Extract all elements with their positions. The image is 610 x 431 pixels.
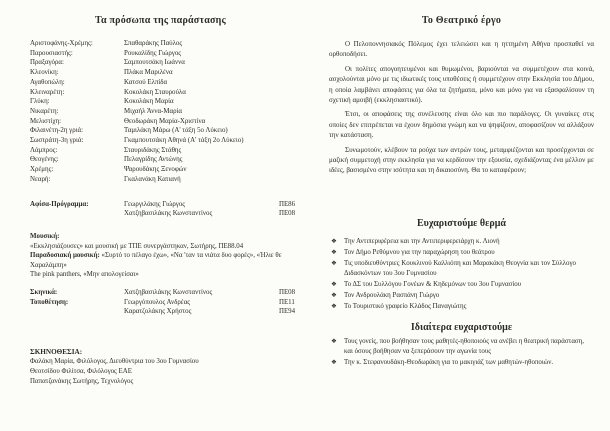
credit-name: Χατζηβασιλάκης Κωνσταντίνος — [124, 210, 213, 218]
special-thanks-item — [329, 358, 594, 368]
traditional-music-songs: «Συρτό το πέλαγο έχω», «Να 'ταν τα νιάτα δυο φορές», «Ήλιε θε Χαραλάμπη» — [30, 252, 282, 269]
cast-role: Λάμπρος: — [30, 146, 58, 154]
cast-role: Κλειναρέτη: — [30, 88, 65, 96]
diamond-bullet-icon: ❖ — [331, 259, 337, 267]
cast-actor: Κατσού Ελπίδα — [124, 78, 168, 86]
staff-code: ΠΕ94 — [279, 308, 296, 316]
set-design-credits — [30, 288, 296, 317]
cast-actor: Κοκολάκη Σταυρούλα — [124, 88, 186, 96]
thanks-item — [329, 248, 594, 258]
cast-role: Πραξαγόρα: — [30, 59, 64, 67]
thanks-item — [329, 302, 594, 312]
diamond-bullet-icon: ❖ — [331, 302, 337, 310]
diamond-bullet-icon: ❖ — [331, 280, 337, 288]
direction-person: Παπατζανάκης Σωτήρης, Τεχνολόγος — [30, 378, 134, 386]
diamond-bullet-icon: ❖ — [331, 291, 337, 299]
direction-label: ΣΚΗΝΟΘΕΣΙΑ: — [30, 348, 83, 357]
cast-actor: Ρουκαλίδης Γιώργος — [124, 49, 181, 57]
special-thanks-list — [329, 337, 594, 368]
staff-name: Γεωργόπουλος Ανδρέας — [124, 298, 191, 306]
play-page-title: Το Θεατρικό έργο — [421, 15, 502, 26]
music-section — [30, 232, 291, 280]
cast-role: Χρέμης: — [30, 166, 54, 174]
cast-actor: Σταυριδάκης Στάθης — [124, 146, 182, 154]
thanks-item-text: Τον Ανδρουλάκη Ρασπάνη Γιώργο — [344, 291, 440, 299]
synopsis-paragraph: Οι πολίτες απογοητευμένοι και θυμωμένοι, βαριούνται να συμμετέχουν στα κοινά, ασχολούνται μόνο με τις ιδιωτικές τους υποθέσεις ή συμμετέχουν στην Εκκλησία του Δήμου, η οποία λαμβάνει αποφάσεις για όλα τα ζητήματα, μόνο και μόνο για να εξασφαλίσουν τη σχετική αμοιβή (εκκλησιαστικό). — [329, 64, 594, 105]
play-synopsis — [329, 39, 594, 176]
cast-page-title: Τα πρόσωπα της παράστασης — [95, 15, 226, 26]
cast-actor: Πλάκα Μαριλένα — [124, 69, 173, 77]
staff-label — [30, 307, 122, 317]
thanks-title: Ευχαριστούμε θερμά — [417, 217, 506, 229]
staff-name: Καρατζολάκης Χρήστος — [124, 308, 192, 316]
music-line-1: «Εκκλησιάζουσες» και μουσική με ΤΠΕ συνεργάστηκαν, Σωτήρης, ΠΕ88.04 — [30, 242, 244, 250]
special-thanks-item-text: Την κ. Στεφανουδάκη-Θεοδωράκη για το μακιγιάζ των μαθητών-ηθοποιών. — [344, 358, 554, 366]
cast-role: Γλύκη: — [30, 98, 50, 106]
thanks-item-text: Την Αντιπεριφέρεια και την Αντιπεριφερειάρχη κ. Λιονή — [344, 237, 500, 245]
cast-role: Νεαρή: — [30, 175, 51, 183]
thanks-item — [329, 280, 594, 290]
staff-code: ΠΕ08 — [279, 288, 296, 296]
direction-person: Φαλάκη Μαρία, Φιλόλογος, Διευθύντρια του 3ου Γυμνασίου — [30, 358, 199, 366]
cast-role: Φιλαινέτη-2η γριά: — [30, 127, 84, 135]
music-line-3: The pink panthers, «Μην απολογείσαι» — [30, 271, 139, 279]
thanks-item — [329, 291, 594, 301]
cast-actor: Κοκολάκη Μαρία — [124, 98, 174, 106]
traditional-music-label: Παραδοσιακή μουσική: — [30, 252, 100, 260]
special-thanks-title: Ιδιαίτερα ευχαριστούμε — [410, 321, 513, 333]
cast-actor: Σπαθαράκης Παύλος — [124, 40, 183, 47]
cast-actor: Ταμιλάκη Μάρω (Α' τάξη 5ο Λύκειο) — [124, 127, 228, 135]
special-thanks-item — [329, 337, 594, 357]
thanks-item-text: Το Τουριστικό γραφείο Κλάδος Παναγιώτης — [344, 302, 467, 310]
diamond-bullet-icon: ❖ — [331, 358, 337, 366]
cast-role: Θεογένης: — [30, 156, 59, 164]
cast-actor: Ψαρουδάκης Ξενοφών — [124, 166, 187, 174]
cast-role: Αγαθοπώλη: — [30, 78, 65, 86]
synopsis-paragraph: Έτσι, οι αποφάσεις της συνέλευσης είναι όλο και πιο παράλογες. Οι γυναίκες στις οποίες δεν επιτρέπεται να έχουν δημόσια γνώμη και να ψηφίζουν, αποφασίζουν να αλλάξουν την κατάσταση. — [329, 110, 594, 140]
page-right-play — [305, 0, 610, 431]
cast-actor: Πελαγρίδης Αντώνης — [124, 156, 183, 164]
cast-actor: Σαμπουτσάκη Ιωάννα — [124, 59, 185, 67]
cast-role: Νικαρέτη: — [30, 107, 59, 115]
music-label: Μουσική: — [30, 232, 60, 240]
thanks-item-text: Το ΔΣ του Συλλόγου Γονέων & Κηδεμόνων του 3ου Γυμνασίου — [344, 280, 522, 288]
credit-name: Γεωργιλάκης Γιώργος — [124, 200, 186, 208]
direction-person: Θεοτσίδου Φιλίτσα, Φιλόλογος ΕΑΕ — [30, 368, 132, 376]
poster-program-credits — [30, 200, 296, 219]
thanks-item-text: Τις υποδιευθύντριες Κουκλινού Καλλιόπη και Μαρακάκη Θεογνία και τον Σύλλογο Διδασκόντων του 3ου Γυμνασίου — [344, 259, 576, 277]
cast-role: Μελιστίχη: — [30, 117, 62, 125]
cast-actor: Μιχαήλ Άννα-Μαρία — [124, 107, 183, 115]
credit-code: ΠΕ08 — [279, 210, 296, 218]
direction-section — [30, 347, 291, 387]
credit-label: Αφίσα-Πρόγραμμα: — [30, 200, 89, 208]
staff-label: Σκηνικά: — [30, 288, 58, 296]
cast-role: Αριστοφάνης-Χρέμης: — [30, 40, 93, 47]
staff-name: Χατζηβασιλάκης Κωνσταντίνος — [124, 288, 213, 296]
direction-lines — [30, 357, 291, 387]
credit-label — [30, 209, 122, 219]
cast-list — [30, 39, 291, 185]
credit-code: ΠΕ86 — [279, 200, 296, 208]
cast-actor: Θεοδωράκη Μαρία-Χριστίνα — [124, 117, 206, 125]
cast-actor: Γκαμπουτσάκη Αθηνά (Α' τάξη 2ο Λύκειο) — [124, 137, 244, 145]
staff-code: ΠΕ11 — [279, 298, 295, 306]
staff-label: Τοποθέτηση: — [30, 298, 69, 306]
synopsis-paragraph: Ο Πελοποννησιακός Πόλεμος έχει τελειώσει και η ηττημένη Αθήνα προσπαθεί να ορθοποδήσει. — [329, 40, 594, 59]
cast-role: Σωστράτη-3η γριά: — [30, 137, 84, 145]
cast-role: Παρουσιαστής: — [30, 49, 73, 57]
diamond-bullet-icon: ❖ — [331, 248, 337, 256]
thanks-item-text: Τον Δήμο Ρεθύμνου για την παραχώρηση του θεάτρου — [344, 248, 495, 256]
thanks-list — [329, 237, 594, 312]
thanks-item — [329, 259, 594, 279]
synopsis-paragraph: Συνωμοτούν, κλέβουν τα ρούχα των αντρών τους, μεταμφιέζονται και προσέρχονται σε μαζική συμμετοχή στην εκκλησία για να κερδίσουν την εξουσία, σχεδιάζοντας ένα μέλλον με ιδέες, βασισμένο στην ισότητα και τη δικαιοσύνη. Θα το καταφέρουν; — [329, 145, 594, 175]
music-line-2 — [30, 251, 291, 270]
cast-role: Κλεονίκη: — [30, 69, 59, 77]
cast-actor: Γκαλανάκη Κατιανή — [124, 175, 181, 183]
thanks-item — [329, 237, 594, 247]
special-thanks-item-text: Τους γονείς, που βοήθησαν τους μαθητές-ηθοποιούς να ανέβει η θεατρική παράσταση, και όσους βοήθησαν να ξεπεράσουν την αγωνία τους — [344, 337, 584, 355]
diamond-bullet-icon: ❖ — [331, 337, 337, 345]
diamond-bullet-icon: ❖ — [331, 237, 337, 245]
